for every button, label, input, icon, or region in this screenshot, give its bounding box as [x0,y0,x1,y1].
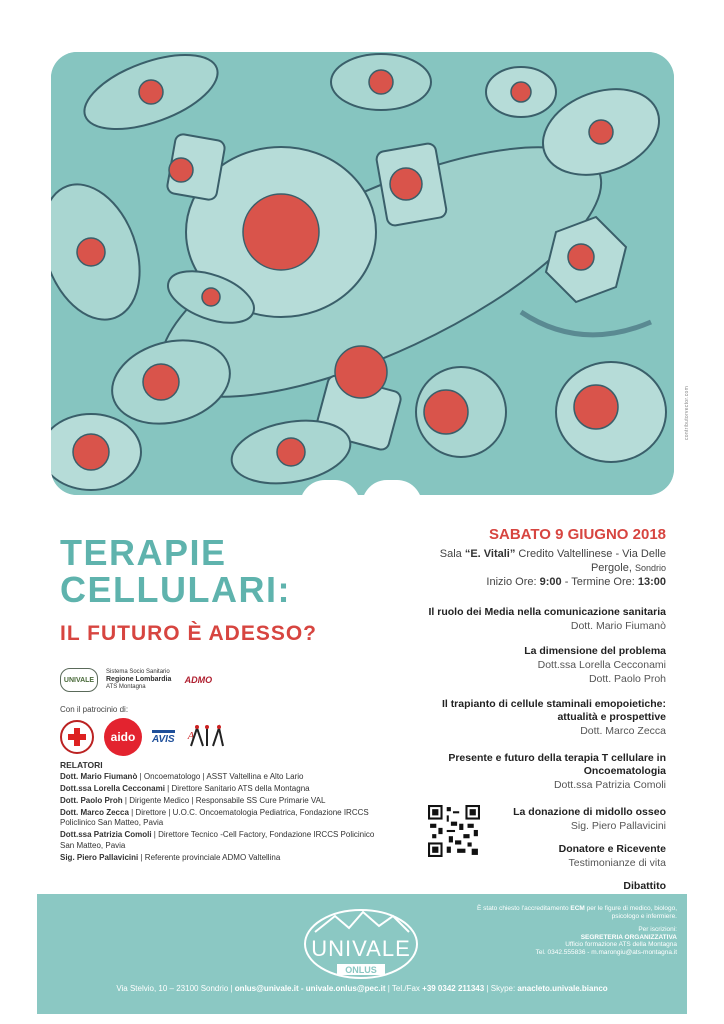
footer-emails[interactable]: onlus@univale.it - univale.onlus@pec.it [234,984,386,993]
event-venue [396,547,666,589]
session-title: Il ruolo dei Media nella comunicazione sanitaria [428,606,666,618]
speaker-row [60,853,380,864]
session-speaker: Dott. Mario Fiumanò [570,620,666,632]
skype-label: | Skype: [484,984,518,993]
footer-tel[interactable]: +39 0342 211343 [422,984,485,993]
session-speaker: Dott. Paolo Proh [588,673,666,685]
speakers-list [60,760,380,865]
segreteria-label: SEGRETERIA ORGANIZZATIVA [580,933,677,941]
univale-onlus-logo [301,904,421,984]
address-line-2: Pergole, [590,562,635,574]
session-speaker: Testimonianze di vita [568,857,666,869]
segreteria-contact[interactable]: Tel. 0342.555836 - m.marongiu@ats-montagna.it [535,948,677,956]
speaker-name: Dott. Paolo Proh [60,795,123,805]
speaker-row [60,796,380,807]
end-time: 13:00 [637,576,666,588]
patron-logos [60,718,225,756]
page-subtitle: IL FUTURO È ADESSO? [60,622,318,645]
title-line-2: CELLULARI: [60,569,291,610]
regione-top: Sistema Socio Sanitario [106,669,170,675]
end-label: - Termine Ore: [561,576,638,588]
speaker-name: Dott. Mario Fiumanò [60,771,138,781]
tel-label: | Tel./Fax [385,984,423,993]
session-title: Dibattito [623,880,666,892]
red-cross-emblem-icon [60,720,94,754]
ufficio-label: Ufficio formazione ATS della Montagna [565,941,677,948]
aido-logo: aido [104,718,142,756]
hero-notch-left [300,480,360,530]
admo-logo: ADMO [184,675,213,685]
figures-logo-icon [185,724,225,750]
start-time: 9:00 [539,576,562,588]
footer-skype[interactable]: anacleto.univale.bianco [517,984,608,993]
speaker-role: | Direttore Sanitario ATS della Montagna [164,783,310,793]
footer-logo-sub: ONLUS [345,965,377,975]
avis-logo: AVIS [152,730,175,745]
ecm-pre: È stato chiesto l'accreditamento [477,905,571,912]
footer-info [477,905,677,956]
speakers-heading: RELATORI [60,760,103,770]
organizer-logos [60,668,217,692]
iscrizioni-label: Per iscrizioni: [638,926,677,933]
session-item [486,843,666,870]
speaker-role: | Referente provinciale ADMO Valtellina [138,852,281,862]
session-title: Presente e futuro della terapia T cellulare in Oncoematologia [448,752,666,777]
speaker-row [60,772,380,783]
speaker-role: | Dirigente Medico | Responsabile SS Cure Primarie VAL [122,795,326,805]
cells-illustration [51,52,674,495]
hero-notch-right [362,480,422,530]
footer [37,894,687,1014]
image-credit: contributorvector.com [684,385,690,440]
regione-name: Regione Lombardia [106,676,172,683]
title-line-1: TERAPIE [60,532,227,573]
ecm-bold: ECM [570,905,585,912]
univale-logo: UNIVALE [60,668,98,692]
speaker-row [60,784,380,795]
event-date: SABATO 9 GIUGNO 2018 [489,526,666,543]
footer-contact-bar [37,984,687,993]
session-speaker: Dott.ssa Lorella Cecconami [537,659,666,671]
session-item [486,880,666,893]
session-title: Il trapianto di cellule staminali emopoietiche: attualità e prospettive [441,698,666,723]
start-label: Inizio Ore: [486,576,540,588]
session-item [486,806,666,833]
speaker-name: Dott.ssa Lorella Cecconami [60,783,165,793]
session-title: La dimensione del problema [524,645,666,657]
patrocinio-label: Con il patrocinio di: [60,705,129,714]
qr-code-icon[interactable] [428,805,480,857]
session-item [426,752,666,792]
address-line-1: Credito Valtellinese - Via Delle [515,548,666,560]
footer-address: Via Stelvio, 10 – 23100 Sondrio | [116,984,235,993]
speaker-role: | Direttore | U.O.C. Oncoematologia Pediatrica, Fondazione IRCCS Policlinico San Matteo, Pavia [60,807,369,827]
session-item [376,645,666,686]
page-title [60,534,291,608]
speaker-role: | Oncoematologo | ASST Valtellina e Alto Lario [137,771,304,781]
speaker-row [60,808,380,829]
city: Sondrio [634,563,666,573]
session-item [376,606,666,633]
speaker-name: Sig. Piero Pallavicini [60,852,139,862]
speaker-row [60,830,380,851]
session-title: Donatore e Ricevente [558,843,666,855]
sala-name: “E. Vitali” [464,548,516,560]
svg-text:ᴬ: ᴬ [186,728,195,748]
ecm-post: per le figure di medico, biologo, psicologo e infermiere. [584,905,677,920]
speaker-name: Dott.ssa Patrizia Comoli [60,830,152,839]
session-title: La donazione di midollo osseo [513,806,666,818]
session-speaker: Dott. Marco Zecca [580,725,666,737]
session-item [416,698,666,738]
speaker-role: | Direttore Tecnico -Cell Factory, Fondazione IRCCS Policinico San Matteo, Pavia [60,830,375,850]
session-speaker: Sig. Piero Pallavicini [570,820,666,832]
sala-label: Sala [439,548,465,560]
speaker-name: Dott. Marco Zecca [60,807,129,817]
session-speaker: Dott.ssa Patrizia Comoli [553,779,666,791]
footer-logo-main: UNIVALE [311,936,411,961]
regione-ats: ATS Montagna [106,684,146,690]
hero-illustration [51,52,674,495]
regione-lombardia-logo [106,669,171,691]
